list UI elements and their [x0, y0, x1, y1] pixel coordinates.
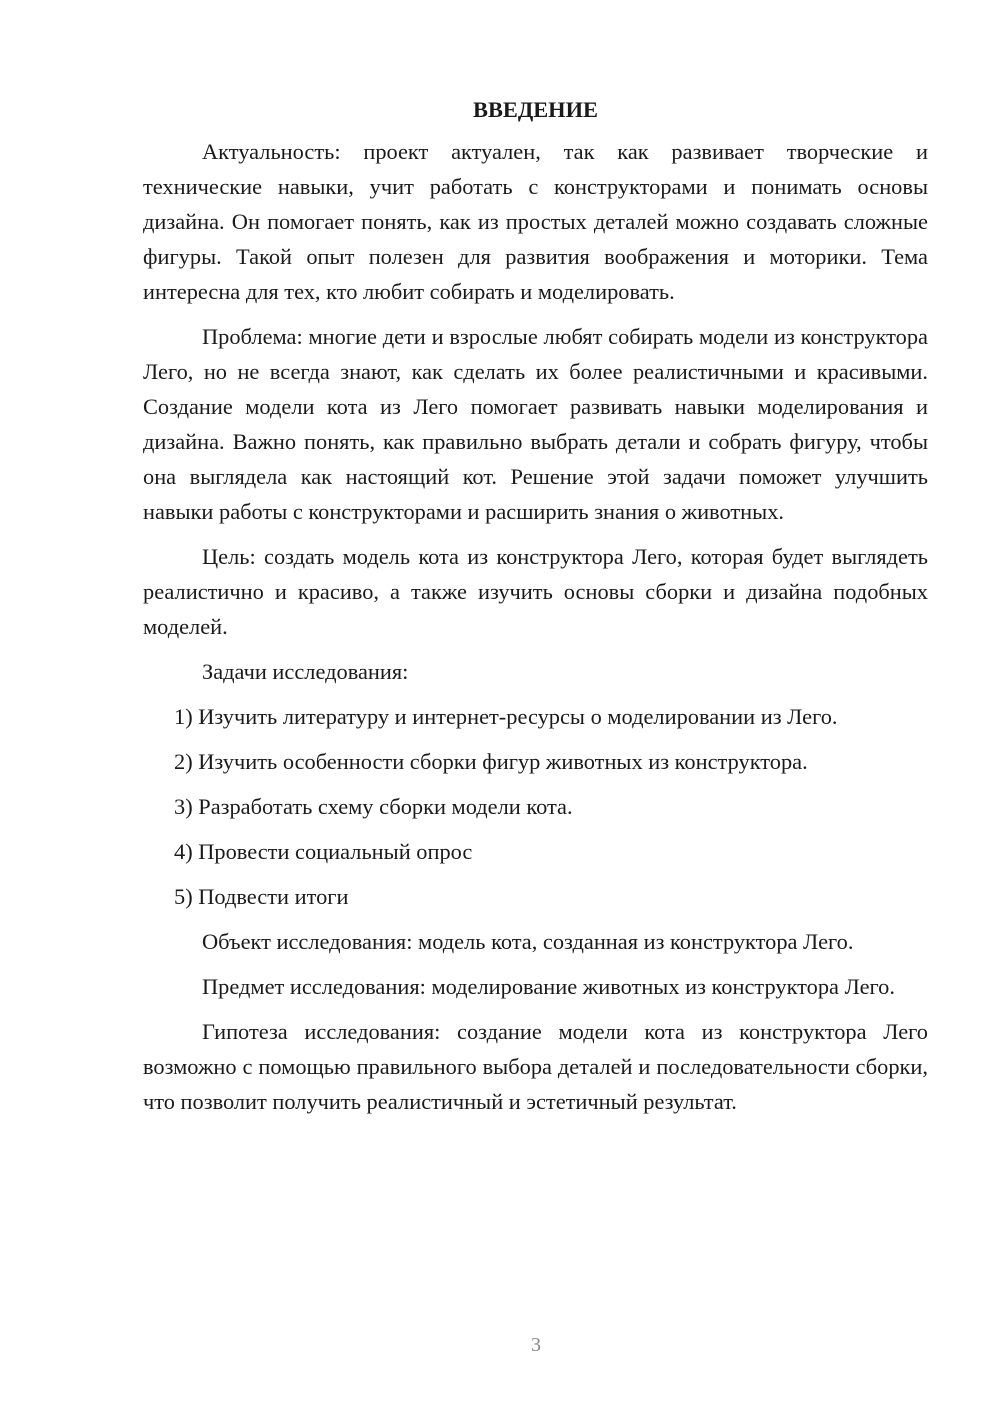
object-paragraph: Объект исследования: модель кота, созданная из конструктора Лего.: [202, 929, 854, 954]
page-number: 3: [531, 1334, 541, 1356]
subject-paragraph: Предмет исследования: моделирование животных из конструктора Лего.: [202, 974, 895, 999]
page-content: [143, 92, 928, 1129]
section-title: ВВЕДЕНИЕ: [473, 97, 598, 122]
task-item: 3) Разработать схему сборки модели кота.: [174, 794, 573, 819]
problem-paragraph: Проблема: многие дети и взрослые любят собирать модели из конструктора Лего, но не всегда знают, как сделать их более реалистичными и красивыми. Создание модели кота из Лего помогает развивать навыки моделирования и дизайна. Важно понять, как правильно выбрать детали и собрать фигуру, чтобы она выглядела как настоящий кот. Решение этой задачи поможет улучшить навыки работы с конструкторами и расширить знания о животных.: [143, 324, 928, 524]
task-list: [143, 699, 928, 914]
hypothesis-paragraph: Гипотеза исследования: создание модели кота из конструктора Лего возможно с помощью правильного выбора деталей и последовательности сборки, что позволит получить реалистичный и эстетичный результат.: [143, 1019, 928, 1114]
relevance-paragraph: Актуальность: проект актуален, так как развивает творческие и технические навыки, учит работать с конструкторами и понимать основы дизайна. Он помогает понять, как из простых деталей можно создавать сложные фигуры. Такой опыт полезен для развития воображения и моторики. Тема интересна для тех, кто любит собирать и моделировать.: [143, 139, 928, 304]
goal-paragraph: Цель: создать модель кота из конструктора Лего, которая будет выглядеть реалистично и красиво, а также изучить основы сборки и дизайна подобных моделей.: [143, 544, 928, 639]
task-item: 2) Изучить особенности сборки фигур животных из конструктора.: [174, 749, 808, 774]
task-item: 4) Провести социальный опрос: [174, 839, 473, 864]
task-item: 5) Подвести итоги: [174, 884, 349, 909]
task-item: 1) Изучить литературу и интернет-ресурсы о моделировании из Лего.: [174, 704, 838, 729]
tasks-heading: Задачи исследования:: [202, 659, 409, 684]
